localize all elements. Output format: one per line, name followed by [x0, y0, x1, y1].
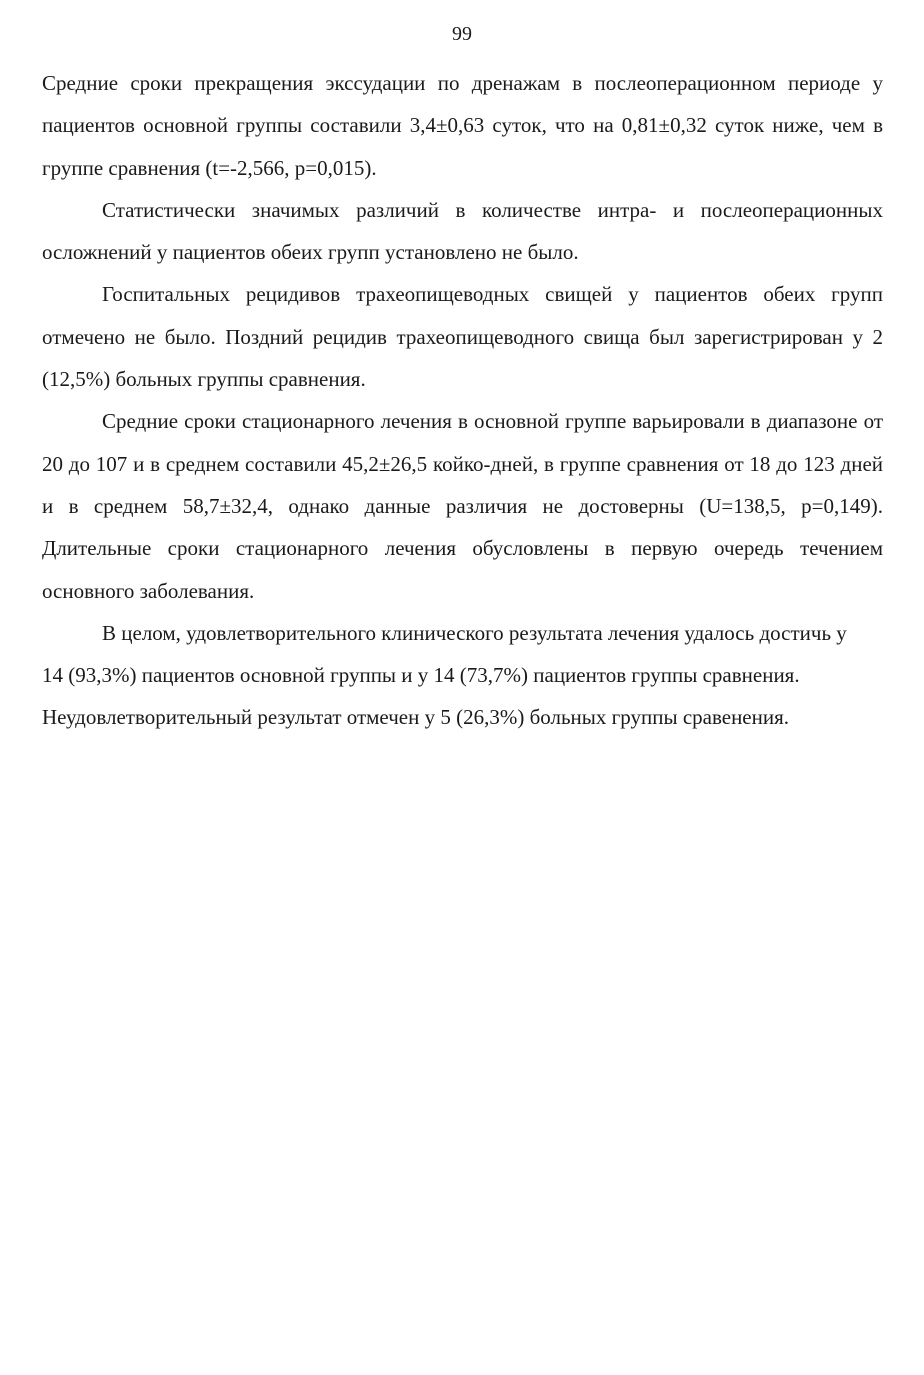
document-body — [42, 62, 883, 739]
paragraph-exudation-duration: Средние сроки прекращения экссудации по дренажам в послеоперационном периоде у пациентов основной группы составили 3,4±0,63 суток, что на 0,81±0,32 суток ниже, чем в группе сравнения (t=-2,566, p=0,015). — [42, 71, 883, 180]
paragraph-recurrence: Госпитальных рецидивов трахеопищеводных свищей у пациентов обеих групп отмечено не было. Поздний рецидив трахеопищеводного свища был зарегистрирован у 2 (12,5%) больных группы сравнения. — [42, 282, 883, 392]
paragraph-overall-result: В целом, удовлетворительного клинического результата лечения удалось достичь у 14 (93,3%) пациентов основной группы и у 14 (73,7%) пациентов группы сравнения. Неудовлетворительный результат отмечен у 5 (26,3%) больных группы сравенения. — [42, 620, 847, 730]
page-number: 99 — [452, 23, 472, 45]
paragraph-hospital-stay: Средние сроки стационарного лечения в основной группе варьировали в диапазоне от 20 до 107 и в среднем составили 45,2±26,5 койко-дней, в группе сравнения от 18 до 123 дней и в среднем 58,7±32,4, однако данные различия не достоверны (U=138,5, p=0,149). Длительные сроки стационарного лечения обусловлены в первую очередь течением основного заболевания. — [42, 409, 883, 603]
paragraph-complications: Статистически значимых различий в количестве интра- и послеоперационных осложнений у пациентов обеих групп установлено не было. — [42, 197, 883, 265]
